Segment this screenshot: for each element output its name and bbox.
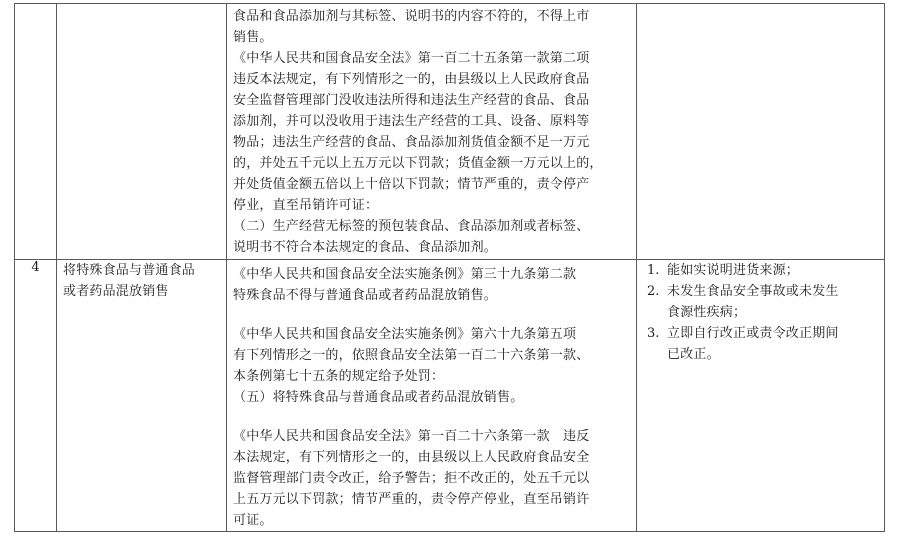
violation-item: 将特殊食品与普通食品 或者药品混放销售 xyxy=(63,263,196,299)
row-number: 4 xyxy=(15,260,57,532)
regulation-table xyxy=(14,3,885,532)
list-item: 1. 能如实说明进货来源； xyxy=(647,263,800,278)
exemption-conditions-cell xyxy=(637,4,885,260)
table-row-previous xyxy=(15,4,885,260)
row-number-cell xyxy=(15,4,57,260)
law-basis-cell xyxy=(227,260,637,532)
table-row-4 xyxy=(15,260,885,532)
item-cell xyxy=(57,260,227,532)
law-basis-cell xyxy=(227,4,637,260)
law-block-1: 《中华人民共和国食品安全法实施条例》第三十九条第二款 特殊食品不得与普通食品或者药品混放销售。 xyxy=(233,267,577,303)
law-block-2: 《中华人民共和国食品安全法实施条例》第六十九条第五项 有下列情形之一的，依照食品安全法第一百二十六条第一款、 本条例第七十五条的规定给予处罚： （五）将特殊食品与普通食品或者药品混放销售。 xyxy=(233,327,590,405)
law-block-3: 《中华人民共和国食品安全法》第一百二十六条第一款 违反 本法规定，有下列情形之一的，由县级以上人民政府食品安全 监督管理部门责令改正，给予警告；拒不改正的，处五千元以 上五万元以下罚款；情节严重的，责令停产停业，直至吊销许 可证。 xyxy=(233,429,590,528)
list-item: 2. 未发生食品安全事故或未发生 食源性疾病； xyxy=(647,284,839,320)
law-text: 食品和食品添加剂与其标签、说明书的内容不符的，不得上市 销售。 《中华人民共和国食品安全法》第一百二十五条第一款第二项 违反本法规定，有下列情形之一的，由县级以上人民政府食品 安全监督管理部门没收违法所得和违法生产经营的食品、食品 添加剂，并可以没收用于违法生产经营的工具、设备、原料等 物品；违法生产经营的食品、食品添加剂货值金额不足一万元 的，并处五千元以上五万元以下罚款；货值金额一万元以上的， 并处货值金额五倍以上十倍以下罚款；情节严重的，责令停产 停业，直至吊销许可证： （二）生产经营无标签的预包装食品、食品添加剂或者标签、 说明书不符合本法规定的食品、食品添加剂。 xyxy=(233,9,603,255)
item-cell xyxy=(57,4,227,260)
condition-list xyxy=(637,260,884,365)
exemption-conditions-cell xyxy=(637,260,885,532)
list-item: 3. 立即自行改正或责令改正期间 已改正。 xyxy=(647,326,839,362)
